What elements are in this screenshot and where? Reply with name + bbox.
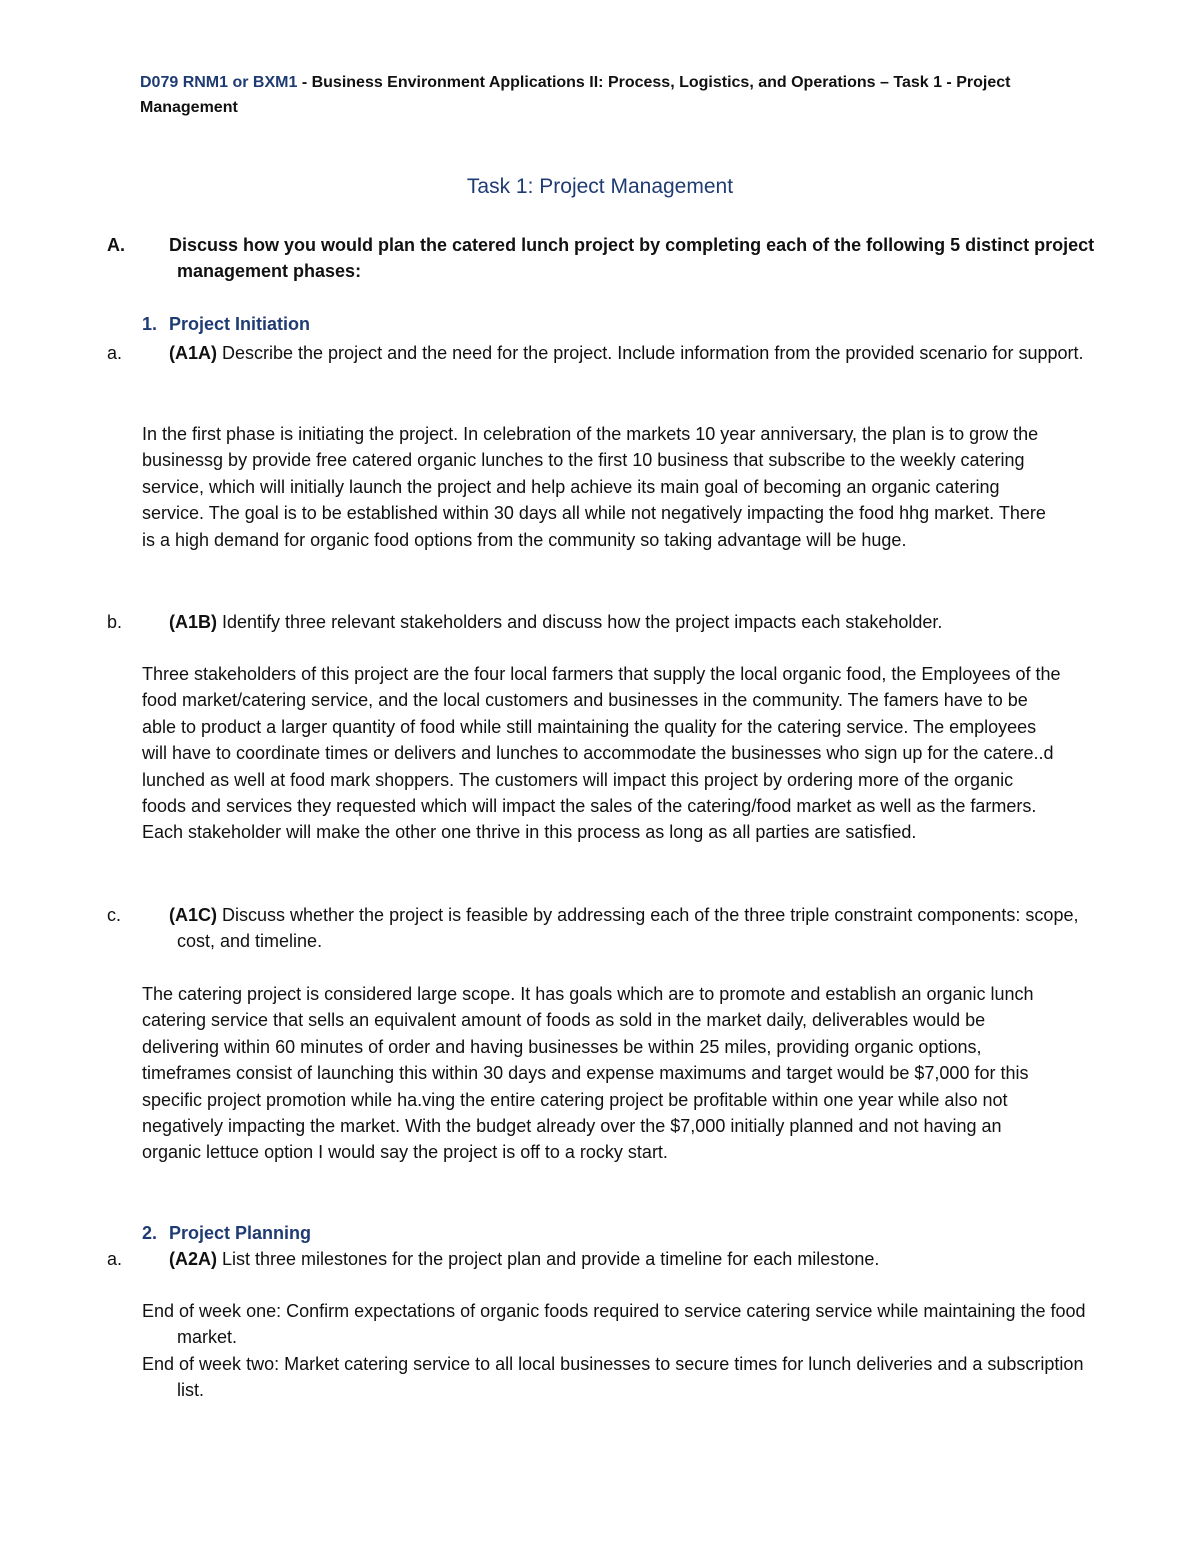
question-a1b-marker: b. xyxy=(107,612,123,632)
question-a1a-code: (A1A) xyxy=(169,343,217,363)
answer-a1b: Three stakeholders of this project are the four local farmers that supply the local organic food, the Employees of the food market/catering service, and the local customers and businesses in the community. The famers have to be able to product a larger quantity of food while still maintaining the quality for the catering service. The employees will have to coordinate times or delivers and lunches to accommodate the businesses who sign up for the catere..d lunched as well at food mark shoppers. The customers will impact this project by ordering more of the organic foods and services they requested which will impact the sales of the catering/food market as well as the farmers. Each stakeholder will make the other one thrive in this process as long as all parties are satisfied. xyxy=(142,664,1061,843)
prompt-a-text: Discuss how you would plan the catered lunch project by completing each of the following 5 distinct project management phases: xyxy=(169,235,1095,282)
phase-2-heading xyxy=(142,1220,1062,1246)
question-a1a xyxy=(107,340,1097,366)
question-a1a-text: Describe the project and the need for the project. Include information from the provided scenario for support. xyxy=(217,343,1084,363)
course-code: D079 RNM1 or BXM1 xyxy=(140,74,298,91)
course-title: - Business Environment Applications II: Process, Logistics, and Operations – Task 1 - Project Management xyxy=(140,74,1011,116)
question-a2a-code: (A2A) xyxy=(169,1249,217,1269)
question-a2a-text: List three milestones for the project plan and provide a timeline for each milestone. xyxy=(217,1249,880,1269)
prompt-a xyxy=(107,232,1097,285)
phase-1-title: Project Initiation xyxy=(169,314,311,334)
question-a1c-code: (A1C) xyxy=(169,905,217,925)
phase-2-title: Project Planning xyxy=(169,1223,312,1243)
question-a1c-marker: c. xyxy=(107,905,122,925)
question-a1a-marker: a. xyxy=(107,343,123,363)
prompt-a-marker: A. xyxy=(107,235,125,255)
phase-1-heading xyxy=(142,311,1062,337)
question-a2a xyxy=(107,1246,1097,1272)
answer-a1c: The catering project is considered large scope. It has goals which are to promote and establish an organic lunch catering service that sells an equivalent amount of foods as sold in the market daily, deliverables would be delivering within 60 minutes of order and having businesses be within 25 miles, providing organic options, timeframes consist of launching this within 30 days and expense maximums and target would be $7,000 for this specific project promotion while ha.ving the entire catering project be profitable within one year while also not negatively impacting the market. With the budget already over the $7,000 initially planned and not having an organic lettuce option I would say the project is off to a rocky start. xyxy=(142,984,1034,1163)
question-a1b-text: Identify three relevant stakeholders and discuss how the project impacts each stakeholder. xyxy=(217,612,943,632)
milestone-week-two: End of week two: Market catering service to all local businesses to secure times for lunch deliveries and a subscription list. xyxy=(142,1354,1084,1401)
phase-1-number: 1. xyxy=(142,314,158,334)
question-a1c xyxy=(107,902,1097,955)
phase-2-number: 2. xyxy=(142,1223,158,1243)
question-a1b-code: (A1B) xyxy=(169,612,217,632)
question-a2a-marker: a. xyxy=(107,1249,123,1269)
running-header xyxy=(140,70,1060,120)
answer-a1a: In the first phase is initiating the project. In celebration of the markets 10 year anniversary, the plan is to grow the businessg by provide free catered organic lunches to the first 10 business that subscribe to the weekly catering service, which will initially launch the project and help achieve its main goal of becoming an organic catering service. The goal is to be established within 30 days all while not negatively impacting the food hhg market. There is a high demand for organic food options from the community so taking advantage will be huge. xyxy=(142,424,1046,550)
question-a1c-text: Discuss whether the project is feasible by addressing each of the three triple constraint components: scope, cost, and timeline. xyxy=(177,905,1079,952)
document-title: Task 1: Project Management xyxy=(466,175,734,198)
question-a1b xyxy=(107,609,1097,635)
milestone-week-one: End of week one: Confirm expectations of organic foods required to service catering service while maintaining the food market. xyxy=(142,1301,1086,1348)
